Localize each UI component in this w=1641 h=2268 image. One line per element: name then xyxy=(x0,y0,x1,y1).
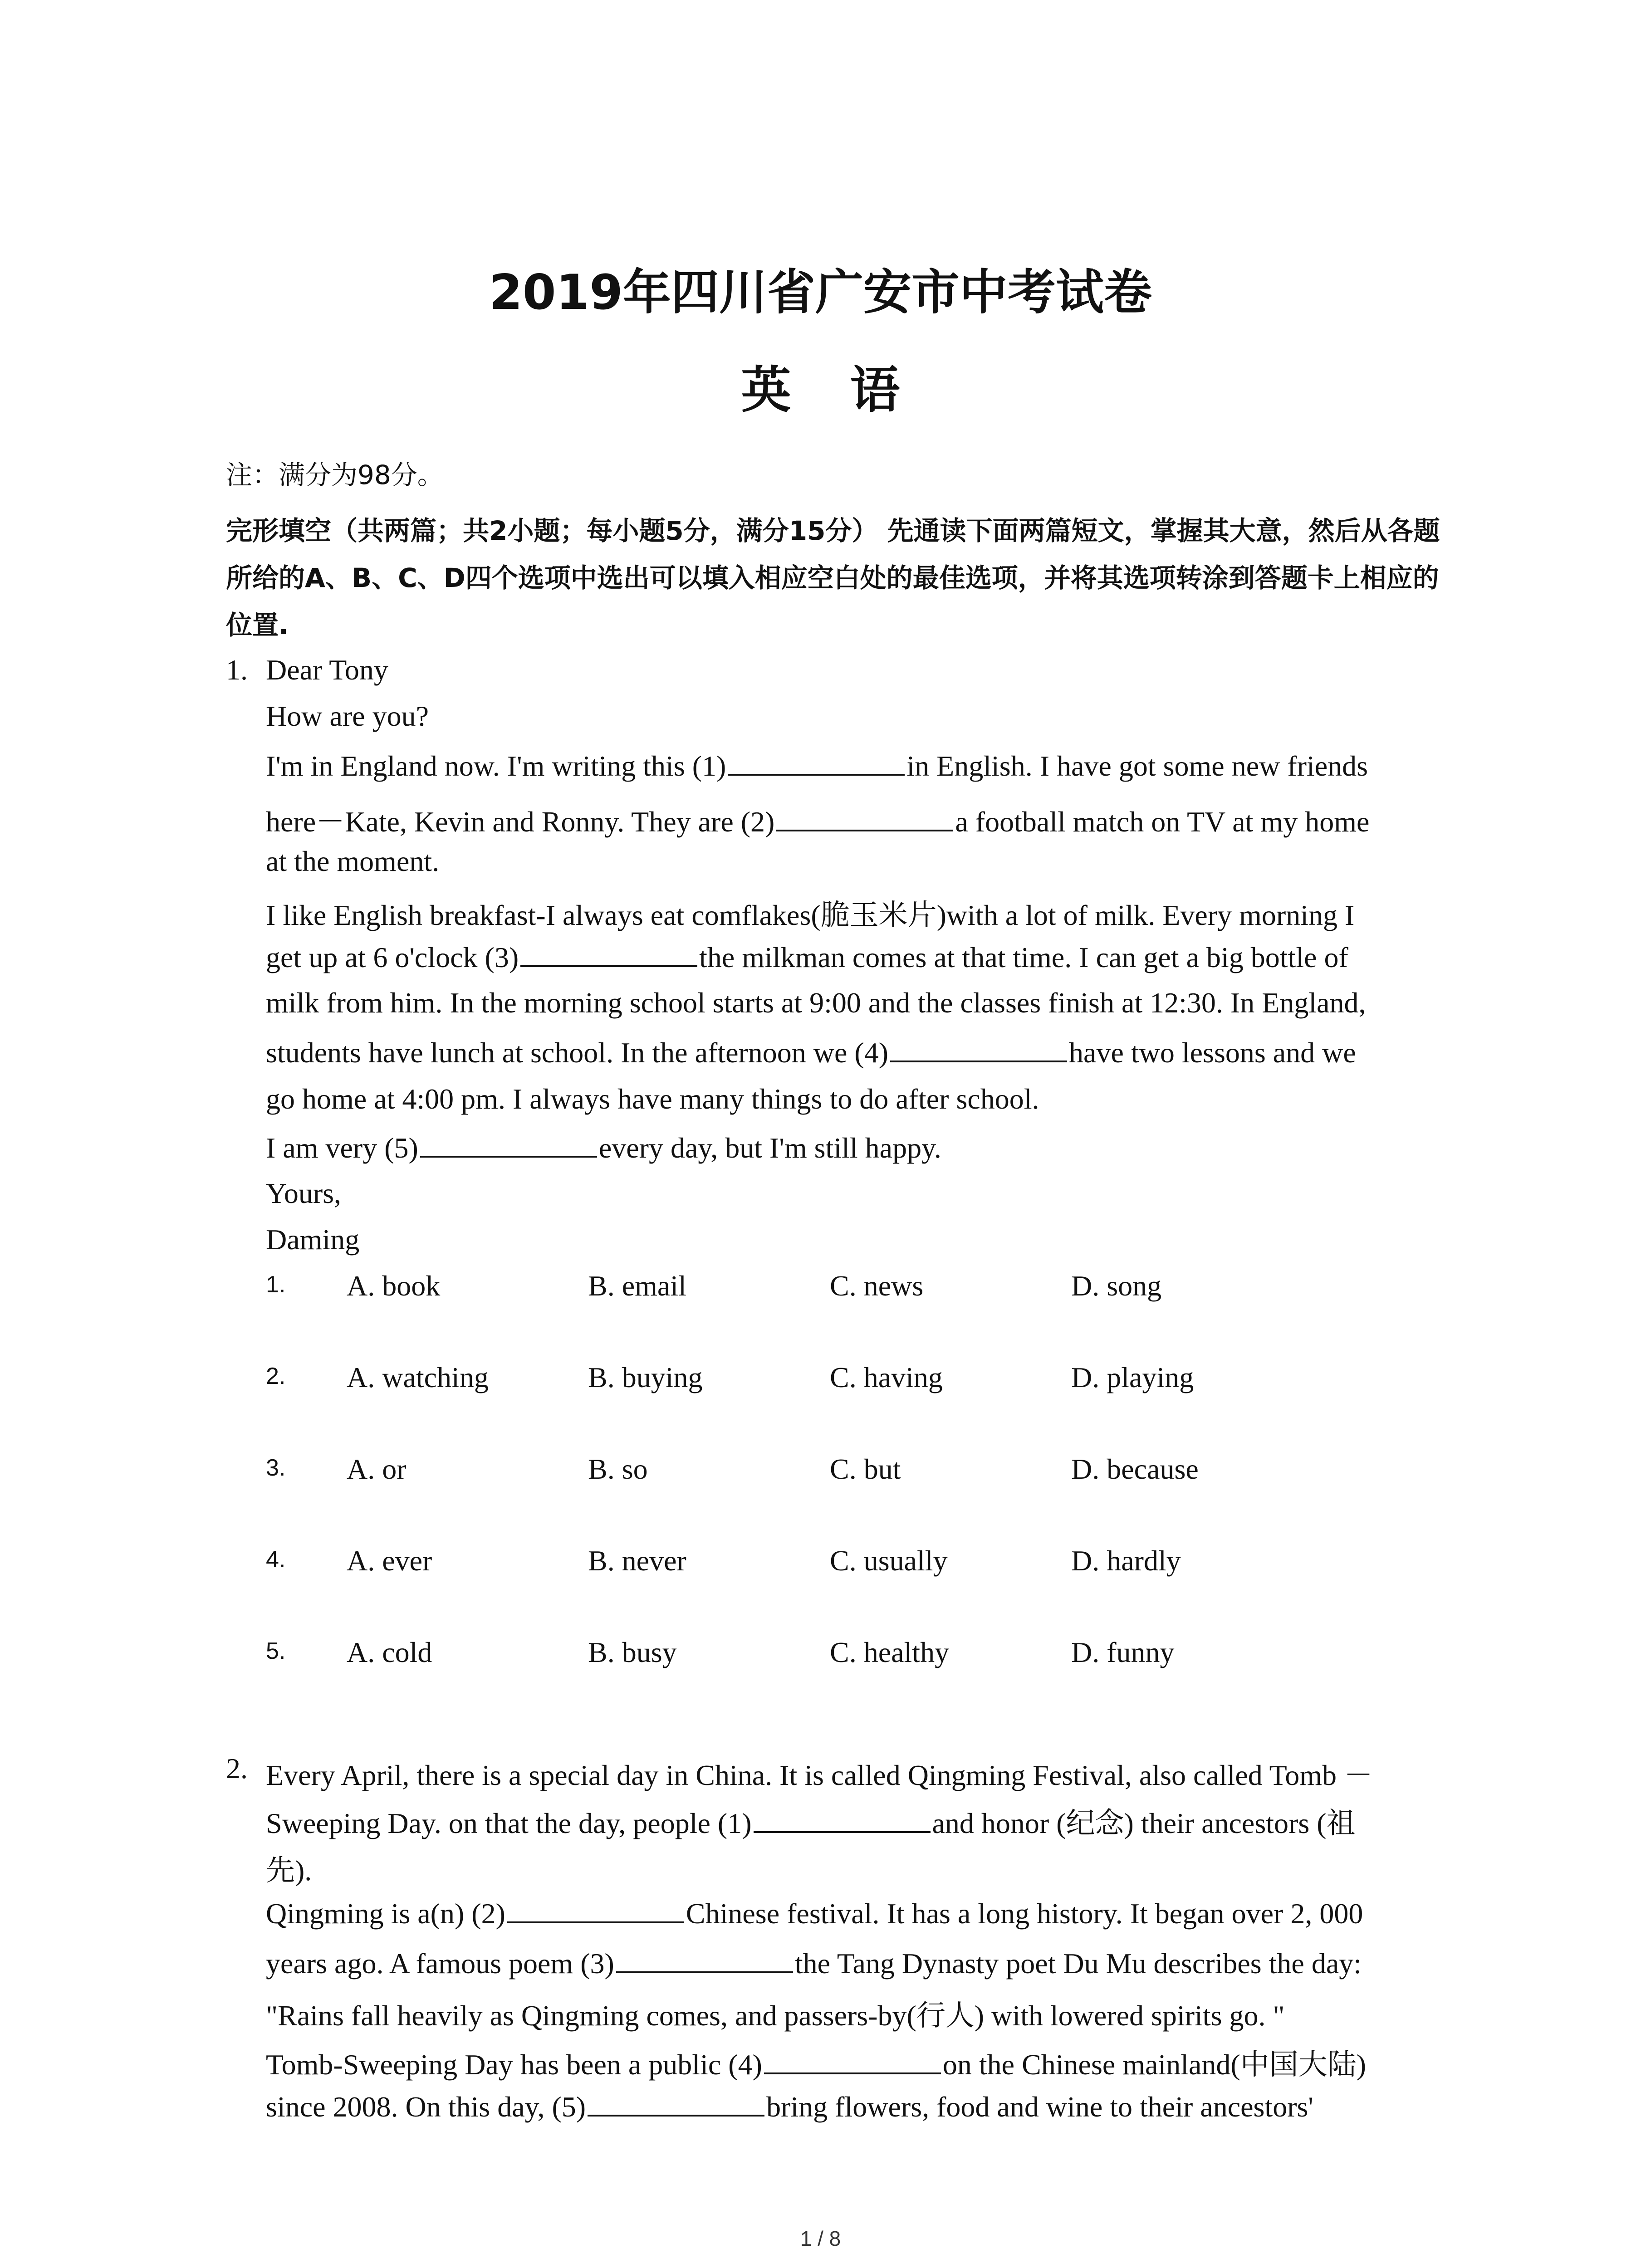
passage1-line xyxy=(266,798,1369,840)
passage2-line xyxy=(266,1946,1362,1980)
answer-blank-5[interactable] xyxy=(588,2089,764,2116)
option-d[interactable]: D. because xyxy=(1071,1453,1199,1485)
option-b[interactable]: B. email xyxy=(588,1270,686,1302)
option-c[interactable]: C. news xyxy=(830,1270,924,1302)
option-c[interactable]: C. usually xyxy=(830,1545,948,1577)
subject-title: 英语 xyxy=(741,361,959,419)
option-a[interactable]: A. ever xyxy=(347,1545,432,1577)
option-b[interactable]: B. so xyxy=(588,1453,648,1485)
option-b[interactable]: B. buying xyxy=(588,1361,703,1393)
passage2-text: and honor (纪念) their ancestors (祖 xyxy=(932,1807,1356,1839)
answer-blank-5[interactable] xyxy=(420,1130,597,1158)
option-a[interactable]: A. book xyxy=(347,1270,441,1302)
answer-blank-1[interactable] xyxy=(728,748,905,776)
passage1-text: have two lessons and we xyxy=(1069,1036,1356,1069)
passage1-line xyxy=(266,748,1368,783)
passage1-text: a football match on TV at my home xyxy=(955,806,1370,838)
question-number-2: 2. xyxy=(226,1752,248,1784)
answer-blank-3[interactable] xyxy=(616,1946,793,1973)
option-d[interactable]: D. funny xyxy=(1071,1636,1175,1668)
option-b[interactable]: B. never xyxy=(588,1545,686,1577)
passage1-line xyxy=(266,1130,941,1165)
passage1-line: at the moment. xyxy=(266,845,440,877)
option-row-number: 5. xyxy=(266,1638,286,1664)
passage2-text: years ago. A famous poem (3) xyxy=(266,1947,614,1980)
answer-blank-2[interactable] xyxy=(507,1896,684,1923)
page-number: 1 / 8 xyxy=(800,2227,841,2250)
answer-blank-4[interactable] xyxy=(764,2047,941,2074)
passage1-text: the milkman comes at that time. I can get a big bottle of xyxy=(699,941,1348,973)
question-number-1: 1. xyxy=(226,654,248,686)
answer-blank-1[interactable] xyxy=(754,1806,931,1833)
passage2-line: "Rains fall heavily as Qingming comes, and passers-by(行人) with lowered spirits go. " xyxy=(266,1999,1285,2032)
option-row-number: 3. xyxy=(266,1455,286,1481)
passage1-line: go home at 4:00 pm. I always have many things to do after school. xyxy=(266,1083,1039,1115)
passage1-text: every day, but I'm still happy. xyxy=(598,1132,941,1164)
option-c[interactable]: C. having xyxy=(830,1361,943,1393)
option-row-number: 2. xyxy=(266,1363,286,1389)
passage1-text: in English. I have got some new friends xyxy=(906,750,1368,782)
option-row-number: 4. xyxy=(266,1546,286,1573)
passage2-line: 先). xyxy=(266,1854,312,1887)
passage1-line: Daming xyxy=(266,1223,360,1256)
option-a[interactable]: A. cold xyxy=(347,1636,432,1668)
passage2-line: Every April, there is a special day in China. It is called Qingming Festival, also called Tomb － xyxy=(266,1759,1373,1791)
passage2-text: the Tang Dynasty poet Du Mu describes the day: xyxy=(794,1947,1362,1980)
passage1-line: I like English breakfast-I always eat comflakes(脆玉米片)with a lot of milk. Every morning I xyxy=(266,899,1355,931)
answer-blank-3[interactable] xyxy=(520,940,697,967)
passage1-line: How are you? xyxy=(266,700,429,732)
option-d[interactable]: D. hardly xyxy=(1071,1545,1181,1577)
passage1-line xyxy=(266,940,1348,974)
section-instruction: 完形填空（共两篇；共2小题；每小题5分，满分15分） 先通读下面两篇短文，掌握其大意，然后从各题所给的A、B、C、D四个选项中选出可以填入相应空白处的最佳选项，并将其选项转涂到答题卡上相应的位置. xyxy=(226,515,1440,640)
passage2-text: since 2008. On this day, (5) xyxy=(266,2091,586,2123)
option-c[interactable]: C. healthy xyxy=(830,1636,950,1668)
passage2-text: Qingming is a(n) (2) xyxy=(266,1897,505,1930)
passage1-line xyxy=(266,1035,1356,1070)
passage2-line xyxy=(266,2041,1366,2083)
option-a[interactable]: A. or xyxy=(347,1453,407,1485)
passage1-text: here－Kate, Kevin and Ronny. They are (2) xyxy=(266,806,775,838)
option-row-number: 1. xyxy=(266,1271,286,1298)
passage1-line: milk from him. In the morning school starts at 9:00 and the classes finish at 12:30. In England, xyxy=(266,987,1366,1019)
passage1-text: I am very (5) xyxy=(266,1132,418,1164)
passage2-text: on the Chinese mainland(中国大陆) xyxy=(942,2048,1367,2081)
passage1-line: Yours, xyxy=(266,1177,342,1209)
passage1-text: I'm in England now. I'm writing this (1) xyxy=(266,750,726,782)
passage2-text: Tomb-Sweeping Day has been a public (4) xyxy=(266,2048,762,2081)
passage2-line xyxy=(266,2089,1313,2124)
passage1-line: Dear Tony xyxy=(266,654,388,686)
passage1-text: get up at 6 o'clock (3) xyxy=(266,941,519,973)
passage2-line xyxy=(266,1896,1363,1931)
passage2-text: Sweeping Day. on that the day, people (1) xyxy=(266,1807,752,1839)
option-c[interactable]: C. but xyxy=(830,1453,901,1485)
option-a[interactable]: A. watching xyxy=(347,1361,489,1393)
option-b[interactable]: B. busy xyxy=(588,1636,677,1668)
passage2-line xyxy=(266,1800,1356,1842)
passage1-text: students have lunch at school. In the afternoon we (4) xyxy=(266,1036,889,1069)
answer-blank-4[interactable] xyxy=(890,1035,1067,1062)
answer-blank-2[interactable] xyxy=(776,804,953,831)
passage2-text: Chinese festival. It has a long history. It began over 2, 000 xyxy=(686,1897,1363,1930)
exam-title: 2019年四川省广安市中考试卷 xyxy=(489,264,1152,320)
option-d[interactable]: D. song xyxy=(1071,1270,1162,1302)
option-d[interactable]: D. playing xyxy=(1071,1361,1194,1393)
score-note: 注：满分为98分。 xyxy=(226,459,444,490)
passage2-text: bring flowers, food and wine to their ancestors' xyxy=(766,2091,1313,2123)
